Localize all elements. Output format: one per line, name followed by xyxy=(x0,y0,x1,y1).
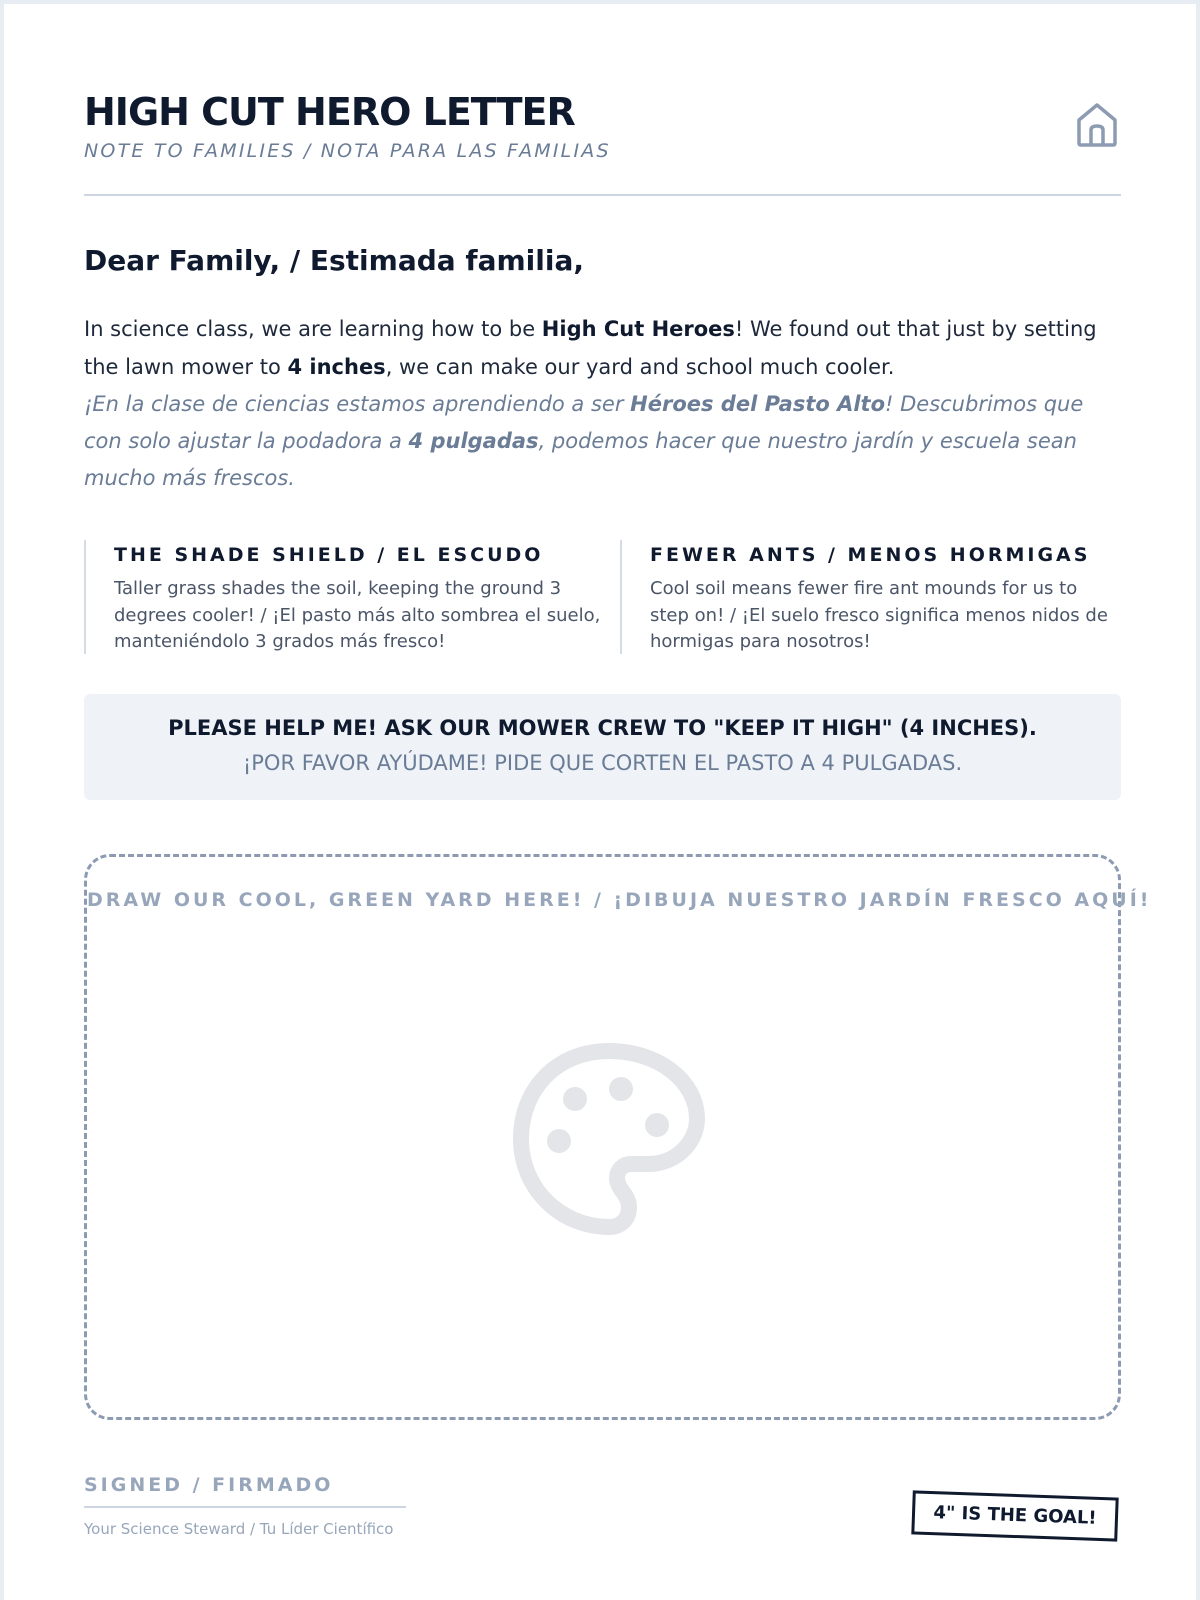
page-title: HIGH CUT HERO LETTER xyxy=(84,90,575,134)
intro-es-part1: ¡En la clase de ciencias estamos aprendiendo a ser xyxy=(84,392,631,416)
callout-text-en: PLEASE HELP ME! ASK OUR MOWER CREW TO "KEEP IT HIGH" (4 INCHES). xyxy=(168,716,1037,740)
drawing-label: DRAW OUR COOL, GREEN YARD HERE! / ¡DIBUJA NUESTRO JARDÍN FRESCO AQUÍ! xyxy=(87,889,1152,911)
intro-en-bold2: 4 inches xyxy=(287,355,386,379)
home-icon xyxy=(1073,100,1121,148)
intro-es-part2: ! Descubrimos que con solo ajustar la podadora a xyxy=(84,392,1084,453)
intro-en-part3: , we can make our yard and school much cooler. xyxy=(385,355,895,379)
intro-paragraph-es xyxy=(84,386,1121,497)
page-subtitle: NOTE TO FAMILIES / NOTA PARA LAS FAMILIAS xyxy=(84,140,611,162)
intro-es-bold2: 4 pulgadas xyxy=(408,429,539,453)
intro-paragraph-en xyxy=(84,310,1121,386)
fact-fewer-ants xyxy=(620,540,1121,654)
callout-text-es: ¡POR FAVOR AYÚDAME! PIDE QUE CORTEN EL PASTO A 4 PULGADAS. xyxy=(242,751,963,775)
fact-text: Taller grass shades the soil, keeping the ground 3 degrees cooler! / ¡El pasto más alto sombrea el suelo, manteniéndolo 3 grados más fresco! xyxy=(114,578,601,652)
signature-block xyxy=(84,1474,406,1538)
drawing-area[interactable] xyxy=(84,854,1152,1420)
header-divider xyxy=(84,194,1121,196)
goal-stamp: 4" IS THE GOAL! xyxy=(911,1490,1118,1541)
fact-title: FEWER ANTS / MENOS HORMIGAS xyxy=(650,544,1091,566)
fact-title: THE SHADE SHIELD / EL ESCUDO xyxy=(114,544,544,566)
intro-en-bold1: High Cut Heroes xyxy=(541,317,735,341)
intro-es-bold1: Héroes del Pasto Alto xyxy=(630,392,886,416)
fact-shade-shield xyxy=(84,540,620,654)
intro-en-part1: In science class, we are learning how to be xyxy=(84,317,542,341)
fact-text: Cool soil means fewer fire ant mounds for us to step on! / ¡El suelo fresco significa menos nidos de hormigas para nosotros! xyxy=(650,578,1108,652)
intro-en-part2: ! We found out that just by setting the lawn mower to xyxy=(84,317,1097,379)
signature-label: SIGNED / FIRMADO xyxy=(84,1474,334,1496)
signature-line xyxy=(84,1506,406,1508)
letter-page xyxy=(4,4,1196,1600)
greeting: Dear Family, / Estimada familia, xyxy=(84,244,584,277)
fact-columns xyxy=(84,540,1121,654)
letter-header xyxy=(84,90,1121,196)
callout-box xyxy=(84,694,1121,800)
palette-icon xyxy=(509,1039,709,1239)
signature-name: Your Science Steward / Tu Líder Científico xyxy=(84,1520,394,1538)
intro-es-part3: , podemos hacer que nuestro jardín y escuela sean mucho más frescos. xyxy=(84,429,1077,490)
